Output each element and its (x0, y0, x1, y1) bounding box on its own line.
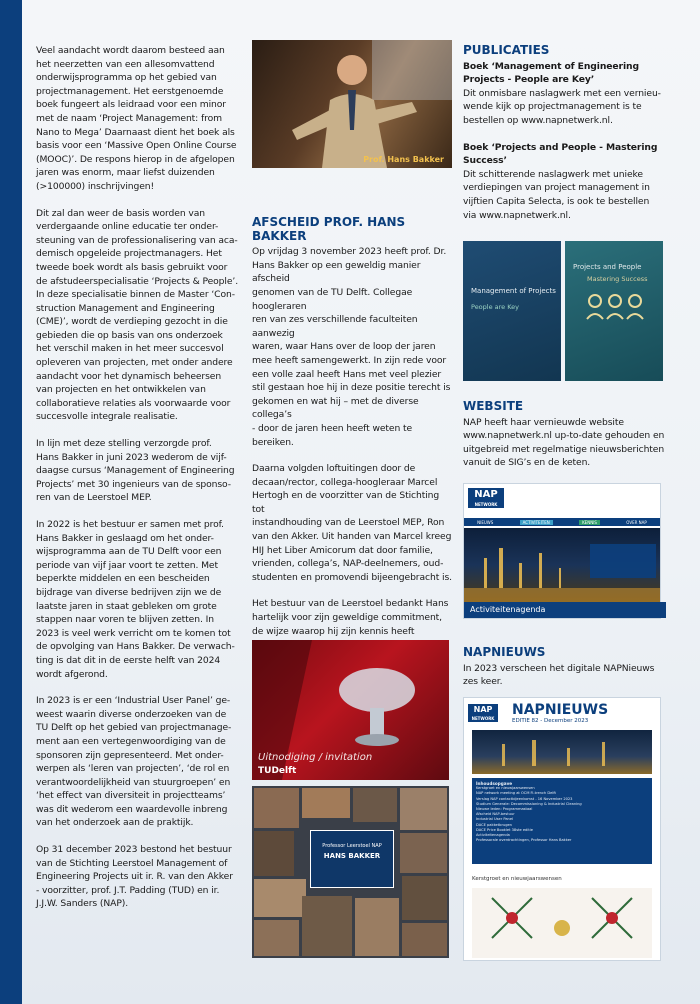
collage-card-subtitle: Professor Leerstoel NAP (322, 843, 382, 849)
nav-tab[interactable]: KENNIS (579, 520, 600, 525)
website-text: NAP heeft haar vernieuwde website www.napnetwerk.nl up-to-date gehouden en uitgebreid met regelmatige nieuwsberichten vanuit de SIG’s en de keten. (463, 416, 665, 469)
tudelft-logo: TUDelft (258, 766, 297, 776)
speaker-photo (252, 40, 452, 168)
nav-tab[interactable]: ACTIVITEITEN (520, 520, 553, 525)
collage-card (310, 830, 394, 888)
invitation-text: Uitnodiging / invitation (258, 752, 373, 763)
toc-item[interactable]: Kerstgroet en nieuwjaarswensen (476, 786, 535, 791)
nav-tab[interactable]: NIEUWS (477, 519, 494, 525)
toc-item[interactable]: Nieuwe leden: Programmastaal (476, 807, 533, 812)
paragraph: Daarna volgden loftuitingen door de decaan/rector, collega-hoogleraar Marcel Hertogh en de voorzitter van de Stichting tot instandhouding van de Leerstoel MEP, Ron van den Akker. Uit handen van Marcel kreeg HIJ het Liber Amicorum dat door familie, vrienden, collega’s, NAP-deelnemers, oud- studenten en promovendi bijeengebracht is. (252, 463, 452, 583)
nl-nap-logo-text: NAP (473, 705, 493, 714)
pub2-text: Dit schitterende naslagwerk met unieke verdiepingen van project management in vijftien Capita Selecta, is ook te bestellen via www.napnetwerk.nl. (463, 168, 650, 221)
speaker-figure-icon (252, 40, 452, 168)
toc-item[interactable]: Studium Generale: Decommissioning & Industrial Cleaning (476, 801, 582, 806)
newsletter-image (472, 730, 652, 774)
pub1-title: Boek ‘Management of Engineering Projects - People are Key’ (463, 60, 639, 86)
website-section (463, 400, 695, 483)
photo-collage (252, 786, 449, 958)
newsletter-title: NAPNIEUWS (512, 702, 609, 718)
toc-item[interactable]: Activiteitenagenda (476, 833, 510, 838)
newsletter-footer-heading: Kerstgroet en nieuwjaarswensen (472, 876, 562, 882)
paragraph: Op 31 december 2023 bestond het bestuur van de Stichting Leerstoel Management of Engineering Projects uit ir. R. van den Akker - voorzitter, prof. J.T. Padding (TUD) en ir. J.J.W. Sanders (NAP). (36, 844, 233, 910)
toc-heading: Inhoudsopgave (476, 781, 513, 786)
photo-caption: Prof. Hans Bakker (363, 155, 444, 164)
paragraph: In 2023 is er een ‘Industrial User Panel’ ge- weest waarin diverse onderzoeken van de TU Delft op het gebied van projectmanage- ment aan een vertegenwoordiging van de sponsoren zijn gepresenteerd. Met onder- werpen als ‘leren van projecten’, ‘de rol en verantwoordelijkheid van stuurgroepen’ en ‘het effect van diversiteit in projectteams’ was dit wederom een waardevolle inbreng van het onderzoek aan de praktijk. (36, 695, 232, 829)
collage-card-title: HANS BAKKER (323, 852, 381, 860)
newsletter-screenshot (463, 697, 661, 961)
toc-item[interactable]: Industrial User Panel (476, 817, 514, 822)
activiteitenagenda-bar[interactable]: Activiteitenagenda (464, 602, 666, 618)
book-cover-1-subtitle: People are Key (471, 303, 520, 311)
napnieuws-section (463, 646, 695, 702)
paragraph: Dit zal dan weer de basis worden van verdergaande online educatie ter onder- steuning van de professionalisering van aca- demisch opgeleide projectmanagers. Het tweede boek wordt als basis gebruikt voor de afstudeerspecialisatie ‘Projects & People’. In deze specialisatie binnen de Master ‘Con- struction Management and Engineering (CME)’, wordt de verdieping gezocht in die gebieden die op basis van ons onderzoek het verschil maken in het meer succesvol opleveren van projecten, met onder andere aandacht voor het dynamisch beheersen van projecten en het ontwikkelen van collaboratieve relaties als voorwaarde voor succesvolle integrale realisatie. (36, 207, 239, 423)
toc-item[interactable]: DACE pakketbrugen (476, 822, 512, 827)
left-color-bar (0, 0, 22, 1004)
info-overlay (590, 544, 656, 578)
pub2-title: Boek ‘Projects and People - Mastering Success’ (463, 141, 658, 167)
paragraph: In 2022 is het bestuur er samen met prof. Hans Bakker in geslaagd om het onder- wijsprogramma aan de TU Delft voor een periode van vijf jaar voort te zetten. Met beperkte middelen en een bescheiden bijdrage van diverse bedrijven zijn we de laatste jaren in staat gebleken om grote stappen naar voren te blijven zetten. In 2023 is veel werk verricht om te komen tot de opvolging van Hans Bakker. De verwach- ting is dat dit in de eerste helft van 2024 wordt afgerond. (36, 519, 235, 680)
refinery-image (464, 528, 660, 602)
website-nav (464, 518, 660, 526)
book-cover-2 (565, 241, 663, 381)
paragraph: Het bestuur van de Leerstoel bedankt Hans hartelijk voor zijn geweldige commitment, de wijze waarop hij zijn kennis heeft (252, 598, 449, 637)
column-left (36, 44, 246, 924)
toc-item[interactable]: Professorale overdrachtingen, Professor Hans Bakker (476, 838, 572, 843)
nl-nap-logo-subtext: NETWORK (471, 716, 495, 721)
book-cover-2-title: Projects and People (573, 263, 642, 271)
book-cover-2-subtitle: Mastering Success (587, 275, 648, 283)
pub1-text: Dit onmisbare naslagwerk met een vernieu- wende kijk op projectmanagement is te bestellen op www.napnetwerk.nl. (463, 87, 661, 126)
nap-logo (468, 488, 504, 508)
column-right (463, 44, 695, 244)
newsletter-edition: EDITIE 82 - December 2023 (512, 718, 589, 724)
nap-logo-text: NAP (474, 489, 498, 500)
nav-tab[interactable]: OVER NAP (626, 519, 647, 525)
book-cover-1 (463, 241, 561, 381)
paragraph: In lijn met deze stelling verzorgde prof. Hans Bakker in juni 2023 wederom de vijf- daagse cursus ‘Management of Engineering Projects’ met 30 ingenieurs van de sponso- ren van de Leerstoel MEP. (36, 438, 235, 504)
publicaties-heading: PUBLICATIES (463, 43, 550, 57)
toc-item[interactable]: DACE Price Booklet 38ste editie (476, 827, 533, 832)
paragraph: Op vrijdag 3 november 2023 heeft prof. Dr. Hans Bakker op een geweldig manier afscheid genomen van de TU Delft. Collegae hoogleraren ren van zes verschillende faculteiten aanwezig waren, waar Hans over de loop der jaren mee heeft samengewerkt. In zijn rede voor een volle zaal heeft Hans met veel plezier stil gestaan hoe hij in deze positie terecht is gekomen en wat hij – met de diverse collega’s - door de jaren heen heeft weten te bereiken. (252, 246, 451, 448)
newsletter-toc (472, 778, 652, 864)
nap-logo-subtext: NETWORK (474, 502, 498, 507)
paragraph: Veel aandacht wordt daarom besteed aan het neerzetten van een allesomvattend onderwijsprogramma op het gebied van projectmanagement. Het eerstgenoemde boek fungeert als leidraad voor een minor met de naam ‘Project Management: from Nano to Mega’ Daarnaast dient het boek als basis voor een ‘Massive Open Online Course (MOOC)’. De respons hierop in de afgelopen jaren was enorm, maar liefst duizenden (>100000) inschrijvingen! (36, 45, 237, 192)
website-screenshot (463, 483, 661, 619)
people-figures-icon (565, 241, 663, 381)
toc-item[interactable]: Afscheid NAP-bestuur (476, 812, 515, 817)
toc-item[interactable]: Verslag NAP contactbijeenkomst - 16 November 2023 (476, 796, 573, 801)
toc-item[interactable]: NAP network meeting at OCM Fi-trench Delft (476, 791, 556, 796)
section-heading: AFSCHEID PROF. HANS BAKKER (252, 215, 406, 243)
napnieuws-text: In 2023 verscheen het digitale NAPNieuws zes keer. (463, 662, 655, 688)
napnieuws-heading: NAPNIEUWS (463, 645, 546, 659)
nl-nap-logo (468, 704, 498, 722)
website-heading: WEBSITE (463, 399, 524, 413)
book-cover-1-title: Management of Projects (471, 287, 556, 295)
invitation-image (252, 640, 449, 780)
night-refinery-icon (472, 730, 652, 774)
christmas-decoration-icon (472, 888, 652, 958)
